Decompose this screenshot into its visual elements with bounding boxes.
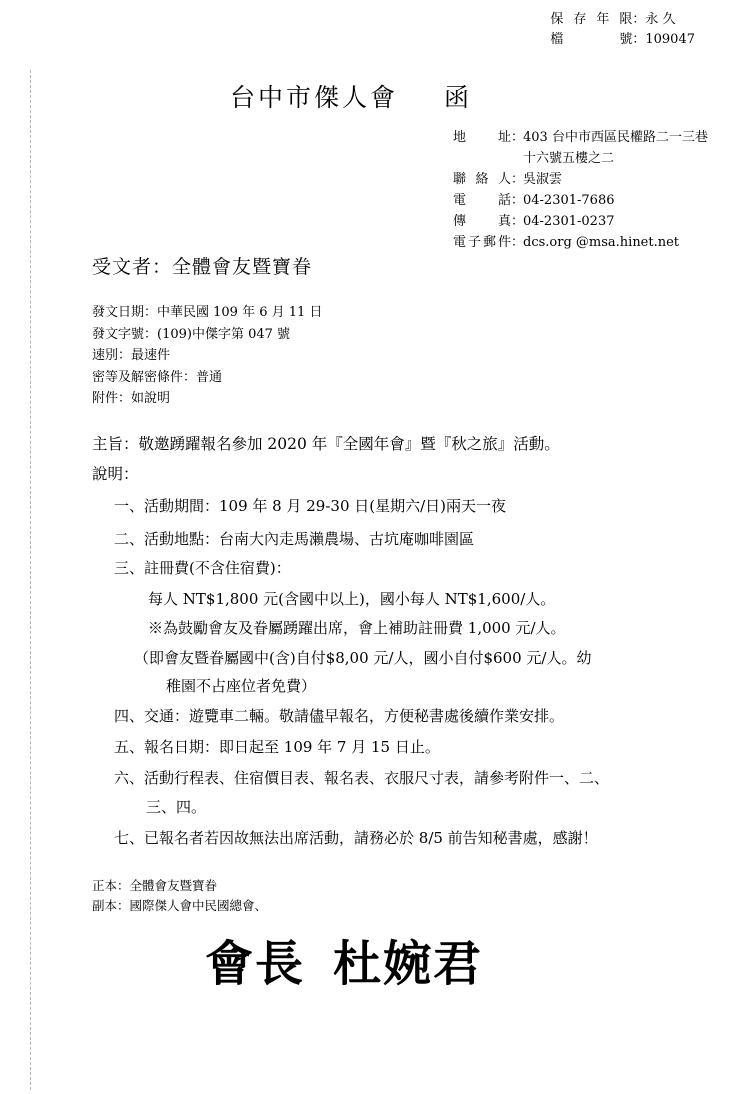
retention-period-label: 保存年限	[550, 12, 633, 27]
signature-block	[205, 925, 483, 994]
original-recipient: 正本：全體會友暨寶眷	[92, 878, 218, 893]
document-title	[230, 78, 472, 114]
copies-block	[92, 876, 267, 916]
item-attachments-line-1: 六、活動行程表、住宿價目表、報名表、衣服尺寸表，請參考附件一、二、	[114, 769, 610, 787]
contact-person-label: 聯 絡 人	[453, 172, 511, 187]
item-transport: 四、交通：遊覽車二輛。敬請儘早報名，方便秘書處後續作業安排。	[114, 707, 565, 725]
email-address: dcs.org @msa.hinet.net	[523, 235, 680, 250]
file-number-label: 檔 號	[550, 32, 633, 47]
delivery-speed: 速別：最速件	[92, 348, 171, 363]
address-label: 地 址	[453, 130, 511, 145]
email-label: 電子郵件	[453, 235, 511, 250]
contact-person: 吳淑雲	[523, 172, 563, 187]
item-registration-fee: 三、註冊費(不含住宿費)：	[114, 559, 291, 577]
fax-number: 04-2301-0237	[523, 214, 615, 229]
retention-period-value: 永 久	[645, 12, 676, 27]
document-type: 函	[444, 83, 473, 112]
binding-dashed-line	[30, 70, 31, 1090]
file-number-value: 109047	[645, 32, 695, 47]
item-fee-net-line-2: 稚園不占座位者免費）	[166, 677, 317, 695]
copy-recipient: 副本：國際傑人會中民國總會、	[92, 898, 268, 913]
attachments: 附件：如說明	[92, 391, 171, 406]
issue-date: 發文日期：中華民國 109 年 6 月 11 日	[92, 305, 323, 320]
secrecy-level: 密等及解密條件：普通	[92, 369, 223, 385]
phone-label: 電 話	[453, 193, 511, 208]
fax-label: 傳 真	[453, 214, 511, 229]
item-attachments-line-2: 三、四。	[146, 798, 207, 816]
address-line-1: 403 台中市西區民權路二一三巷	[523, 130, 708, 145]
signature-name: 杜婉君	[333, 936, 484, 992]
signature-title: 會長	[205, 936, 306, 992]
address-line-2: 十六號五樓之二	[523, 151, 615, 166]
item-event-location: 二、活動地點：台南大內走馬瀨農場、古坑庵咖啡園區	[114, 530, 475, 548]
document-meta	[92, 302, 322, 410]
item-event-period: 一、活動期間：109 年 8 月 29-30 日(星期六/日)兩天一夜	[114, 497, 507, 515]
organization-name: 台中市傑人會	[230, 83, 399, 112]
item-fee-detail: 每人 NT$1,800 元(含國中以上)，國小每人 NT$1,600/人。	[148, 590, 556, 608]
description-label: 說明：	[92, 465, 139, 483]
document-number: 發文字號：(109)中傑字第 047 號	[92, 326, 291, 342]
item-cancellation-notice: 七、已報名者若因故無法出席活動，請務必於 8/5 前告知秘書處，感謝！	[114, 829, 598, 847]
item-fee-subsidy: ※為鼓勵會友及眷屬踴躍出席，會上補助註冊費 1,000 元/人。	[148, 619, 566, 637]
subject-line: 主旨：敬邀踴躍報名參加 2020 年『全國年會』暨『秋之旅』活動。	[92, 435, 560, 453]
retention-block: 保存年限 ： 永 久 檔 號 ： 109047	[550, 10, 695, 50]
phone-number: 04-2301-7686	[523, 193, 615, 208]
recipient-line: 受文者：全體會友暨寶眷	[92, 256, 313, 278]
item-fee-net-line-1: （即會友暨眷屬國中(含)自付$8,00 元/人，國小自付$600 元/人。幼	[134, 649, 592, 667]
contact-block: 地 址 ： 403 台中市西區民權路二一三巷 十六號五樓之二 聯 絡 人 ： 吳淑雲 電 話 ： 04-2301-7686 傳 真 ： 04-2301-0237 電子郵件 ： dcs.org @msa.hinet.net	[453, 127, 708, 253]
item-registration-deadline: 五、報名日期：即日起至 109 年 7 月 15 日止。	[114, 738, 440, 756]
